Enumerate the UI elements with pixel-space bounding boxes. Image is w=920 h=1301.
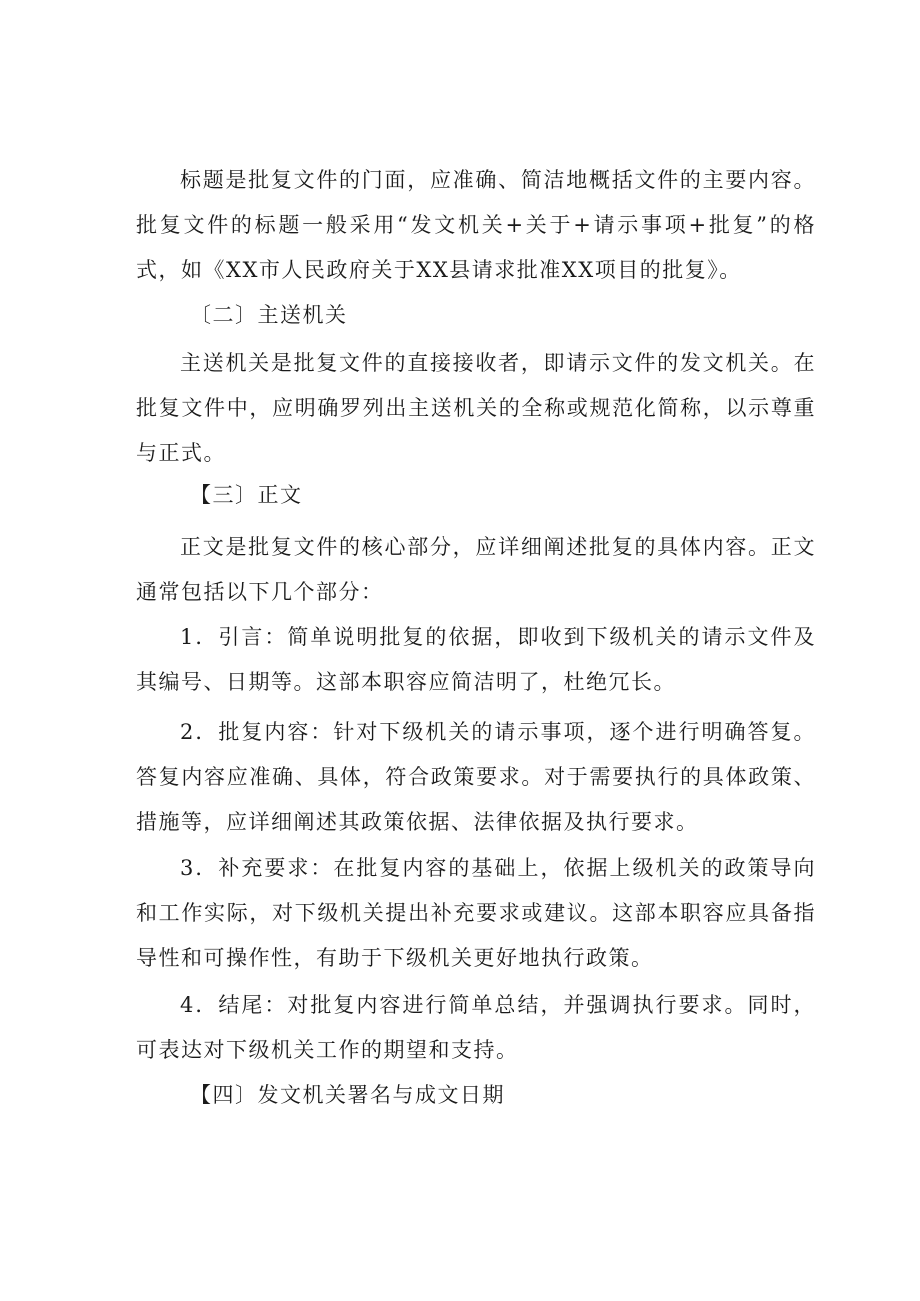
list-item-supplementary: 3．补充要求：在批复内容的基础上，依据上级机关的政策导向和工作实际，对下级机关提出补充要求或建议。这部本职容应具备指导性和可操作性，有助于下级机关更好地执行政策。 [136, 856, 816, 970]
heading-signature-date: 【四〕发文机关署名与成文日期 [190, 1083, 505, 1107]
paragraph-title-intro: 标题是批复文件的门面，应准确、简洁地概括文件的主要内容。批复文件的标题一般采用“发文机关+关于+请示事项+批复”的格式，如《XX市人民政府关于XX县请求批准XX项目的批复》。 [136, 168, 816, 282]
list-item-preface: 1．引言：简单说明批复的依据，即收到下级机关的请示文件及其编号、日期等。这部本职容应简洁明了，杜绝冗长。 [136, 625, 816, 694]
paragraph-recipient: 主送机关是批复文件的直接接收者，即请示文件的发文机关。在批复文件中，应明确罗列出主送机关的全称或规范化简称，以示尊重与正式。 [136, 351, 816, 465]
paragraph-body-intro: 正文是批复文件的核心部分，应详细阐述批复的具体内容。正文通常包括以下几个部分： [136, 535, 816, 604]
list-item-closing: 4．结尾：对批复内容进行简单总结，并强调执行要求。同时，可表达对下级机关工作的期望和支持。 [136, 993, 816, 1062]
list-item-reply-content: 2．批复内容：针对下级机关的请示事项，逐个进行明确答复。答复内容应准确、具体，符合政策要求。对于需要执行的具体政策、措施等，应详细阐述其政策依据、法律依据及执行要求。 [136, 720, 816, 834]
heading-recipient: 〔二〕主送机关 [190, 303, 348, 327]
heading-body: 【三〕正文 [190, 483, 303, 507]
